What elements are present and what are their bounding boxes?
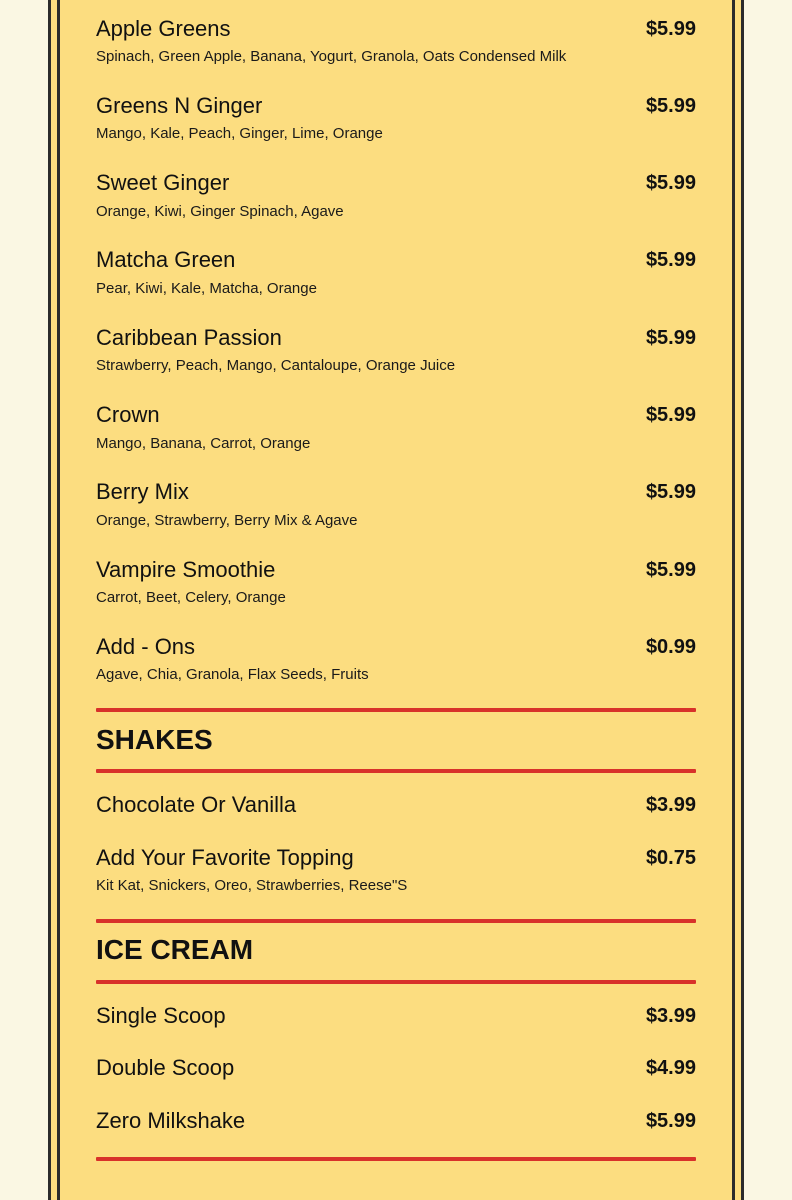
item-description: Kit Kat, Snickers, Oreo, Strawberries, Reese"S [96, 877, 408, 894]
item-name: Single Scoop [96, 1003, 226, 1028]
item-name: Greens N Ginger [96, 93, 263, 118]
item-name: Chocolate Or Vanilla [96, 792, 297, 817]
item-price: $5.99 [645, 327, 696, 349]
item-price: $5.99 [645, 559, 696, 581]
item-description: Spinach, Green Apple, Banana, Yogurt, Granola, Oats Condensed Milk [96, 48, 567, 65]
item-price: $3.99 [645, 1005, 696, 1027]
item-price: $3.99 [645, 794, 696, 816]
item-name: Double Scoop [96, 1055, 235, 1080]
item-price: $5.99 [645, 481, 696, 503]
item-price: $5.99 [645, 1110, 696, 1132]
item-description: Mango, Kale, Peach, Ginger, Lime, Orange [96, 125, 383, 142]
item-price: $0.99 [645, 636, 696, 658]
section-title-shakes: SHAKES [96, 724, 213, 755]
item-price: $0.75 [645, 847, 696, 869]
section-divider [96, 1157, 696, 1161]
section-divider [96, 919, 696, 923]
item-name: Caribbean Passion [96, 325, 282, 350]
section-divider [96, 769, 696, 773]
item-description: Agave, Chia, Granola, Flax Seeds, Fruits [96, 666, 369, 683]
item-description: Pear, Kiwi, Kale, Matcha, Orange [96, 280, 317, 297]
item-price: $5.99 [645, 249, 696, 271]
item-description: Orange, Strawberry, Berry Mix & Agave [96, 512, 358, 529]
section-divider [96, 708, 696, 712]
item-name: Apple Greens [96, 16, 231, 41]
item-name: Berry Mix [96, 479, 189, 504]
item-description: Strawberry, Peach, Mango, Cantaloupe, Orange Juice [96, 357, 456, 374]
item-name: Sweet Ginger [96, 170, 230, 195]
item-description: Mango, Banana, Carrot, Orange [96, 435, 311, 452]
item-name: Add Your Favorite Topping [96, 845, 354, 870]
item-name: Add - Ons [96, 634, 196, 659]
section-title-ice-cream: ICE CREAM [96, 934, 254, 965]
item-name: Matcha Green [96, 247, 236, 272]
item-description: Orange, Kiwi, Ginger Spinach, Agave [96, 203, 344, 220]
item-price: $5.99 [645, 18, 696, 40]
section-divider [96, 980, 696, 984]
item-price: $5.99 [645, 404, 696, 426]
item-price: $5.99 [645, 95, 696, 117]
item-name: Vampire Smoothie [96, 557, 276, 582]
item-price: $4.99 [645, 1057, 696, 1079]
item-name: Crown [96, 402, 160, 427]
item-price: $5.99 [645, 172, 696, 194]
item-name: Zero Milkshake [96, 1108, 246, 1133]
item-description: Carrot, Beet, Celery, Orange [96, 589, 286, 606]
